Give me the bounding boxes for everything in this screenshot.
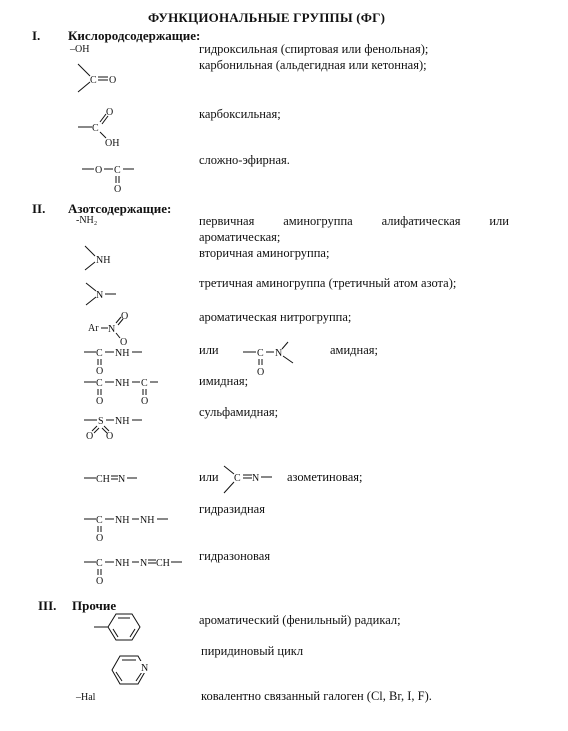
svg-text:C: C — [92, 123, 99, 134]
svg-text:O: O — [86, 431, 94, 442]
nitro-structure — [88, 311, 148, 347]
svg-text:N: N — [275, 348, 283, 359]
svg-text:O: O — [96, 576, 104, 587]
azomethine-structure — [84, 470, 154, 486]
svg-text:O: O — [106, 431, 114, 442]
sulfamide-description: сульфамидная; — [199, 405, 279, 419]
svg-text:N: N — [96, 290, 104, 301]
carbonyl-description: карбонильная (альдегидная или кетонная); — [199, 58, 427, 72]
svg-text:O: O — [257, 367, 265, 378]
hydrazide-structure — [84, 512, 184, 544]
primary-amine-line2: ароматическая; — [199, 230, 281, 244]
ester-structure — [82, 163, 172, 193]
carboxyl-structure — [78, 108, 148, 148]
svg-text:O: O — [96, 396, 104, 407]
svg-text:C: C — [96, 515, 103, 526]
section-1-number: I. — [32, 28, 41, 43]
svg-text:N: N — [141, 663, 149, 674]
pyridine-ring-structure — [108, 648, 158, 694]
svg-text:C: C — [141, 378, 148, 389]
tertiary-amine-description: третичная аминогруппа (третичный атом азота); — [199, 276, 457, 290]
secondary-amine-description: вторичная аминогруппа; — [199, 246, 330, 260]
svg-text:C: C — [90, 75, 97, 86]
svg-text:NH: NH — [115, 515, 130, 526]
svg-text:NH: NH — [115, 416, 130, 427]
svg-text:CH: CH — [96, 474, 110, 485]
nh2-formula: -NH₂ — [76, 215, 98, 226]
or-label-1: или — [199, 343, 219, 357]
svg-text:C: C — [96, 558, 103, 569]
hal-formula: –Hal — [76, 692, 96, 703]
halogen-description: ковалентно связанный галоген (Cl, Br, I, F). — [201, 689, 432, 703]
svg-text:C: C — [114, 165, 121, 176]
svg-text:Ar: Ar — [88, 323, 99, 334]
svg-text:C: C — [96, 348, 103, 359]
primary-word-1: первичная — [199, 214, 255, 228]
section-1-heading: Кислородсодержащие: — [68, 28, 201, 43]
ester-description: сложно-эфирная. — [199, 153, 290, 167]
hydrazide-description: гидразидная — [199, 502, 265, 516]
sulfamide-structure — [84, 404, 164, 440]
amide-structure — [84, 345, 164, 377]
nitro-description: ароматическая нитрогруппа; — [199, 310, 352, 324]
section-3-heading: Прочие — [72, 598, 117, 613]
svg-text:CH: CH — [156, 558, 170, 569]
svg-text:OH: OH — [105, 138, 120, 149]
svg-text:N: N — [118, 474, 126, 485]
pyridine-description: пиридиновый цикл — [201, 644, 304, 658]
svg-text:S: S — [98, 416, 104, 427]
svg-text:O: O — [121, 311, 129, 322]
primary-word-4: или — [489, 214, 509, 228]
hydrazone-structure — [84, 555, 194, 587]
svg-text:C: C — [96, 378, 103, 389]
azomethine-alt-structure — [224, 463, 286, 497]
svg-text:O: O — [95, 165, 103, 176]
svg-text:O: O — [96, 366, 104, 377]
imide-structure — [84, 375, 194, 407]
page-title: ФУНКЦИОНАЛЬНЫЕ ГРУППЫ (ФГ) — [148, 10, 386, 25]
amide-description: амидная; — [330, 343, 378, 357]
phenyl-ring-structure — [94, 608, 154, 648]
svg-text:NH: NH — [115, 378, 130, 389]
svg-text:N: N — [140, 558, 148, 569]
svg-text:O: O — [96, 533, 104, 544]
svg-text:N: N — [108, 324, 116, 335]
phenyl-description: ароматический (фенильный) радикал; — [199, 613, 401, 627]
hydroxyl-description: гидроксильная (спиртовая или фенольная); — [199, 42, 429, 56]
svg-text:O: O — [141, 396, 149, 407]
oh-formula: –OH — [70, 44, 90, 55]
svg-text:NH: NH — [115, 348, 130, 359]
azomethine-description: азометиновая; — [287, 470, 363, 484]
section-3-number: III. — [38, 598, 57, 613]
imide-description: имидная; — [199, 374, 249, 388]
svg-text:O: O — [120, 337, 128, 348]
tertiary-amide-structure — [243, 338, 303, 376]
primary-word-2: аминогруппа — [283, 214, 353, 228]
primary-word-3: алифатическая — [381, 214, 461, 228]
carbonyl-structure — [78, 62, 138, 98]
svg-text:O: O — [114, 184, 122, 195]
svg-text:C: C — [234, 473, 241, 484]
secondary-amine-structure — [85, 246, 125, 272]
section-2-heading: Азотсодержащие: — [68, 201, 172, 216]
svg-text:O: O — [109, 75, 117, 86]
or-label-2: или — [199, 470, 219, 484]
svg-text:O: O — [106, 107, 114, 118]
svg-text:NH: NH — [115, 558, 130, 569]
section-2-number: II. — [32, 201, 46, 216]
svg-text:NH: NH — [96, 255, 111, 266]
carboxyl-description: карбоксильная; — [199, 107, 281, 121]
primary-amine-line1 — [199, 214, 509, 229]
svg-text:C: C — [257, 348, 264, 359]
svg-text:NH: NH — [140, 515, 155, 526]
tertiary-amine-structure — [86, 283, 136, 309]
hydrazone-description: гидразоновая — [199, 549, 271, 563]
svg-text:N: N — [252, 473, 260, 484]
